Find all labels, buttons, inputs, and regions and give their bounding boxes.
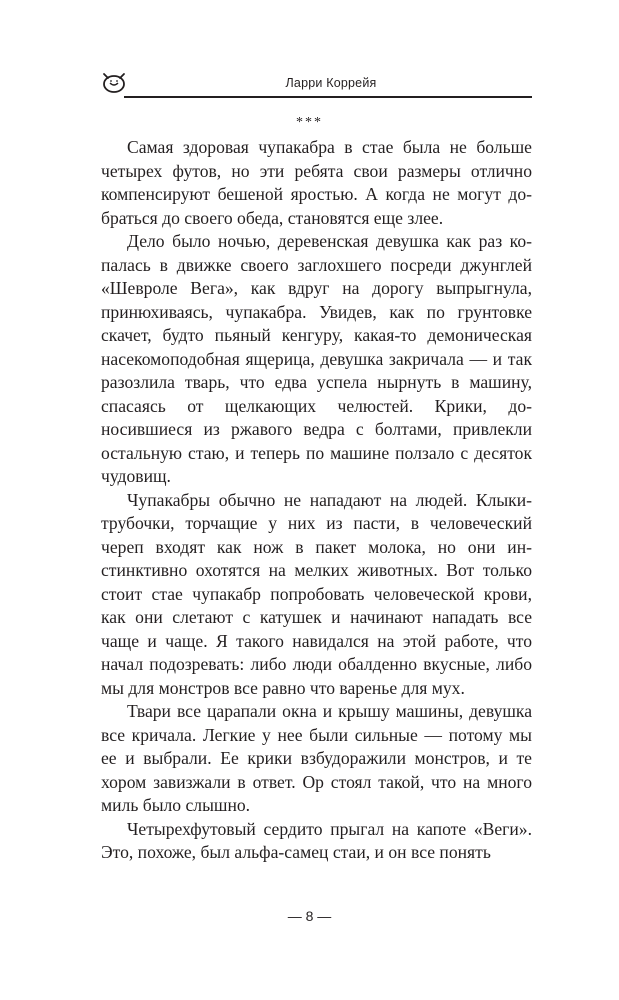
body-text (101, 136, 532, 865)
paragraph-1: Самая здоровая чупакабра в стае была не больше четырех футов, но эти ребята свои размеры отлично компенсируют бешеной яростью. А когда не могут добраться до своего обеда, становятся еще злее. (101, 137, 532, 228)
header-rule (124, 96, 532, 98)
paragraph-4: Твари все царапали окна и крышу машины, девушка все кричала. Легкие у нее были сильные — потому мы ее и выбрали. Ее крики взбудоражили монстров, и те хором завизжали в ответ. Ор стоял такой, что на много миль было слышно. (101, 701, 532, 815)
page-number: — 8 — (287, 908, 332, 924)
running-header (100, 76, 532, 102)
paragraph-5: Четырехфутовый сердито прыгал на капоте «Веги». Это, похоже, был альфа-самец стаи, и он все понять (101, 818, 532, 862)
section-separator: *** (296, 115, 323, 130)
paragraph-3: Чупакабры обычно не нападают на людей. Клыки-трубочки, торчащие у них из пасти, в человеческий череп входят как нож в пакет молока, но они инстинктивно охотятся на мелких животных. Вот только стоит стае чупакабр попробовать человеческой крови, как они слетают с катушек и начинают нападать все чаще и чаще. Я такого навидался на этой работе, что начал подозревать: либо люди обалденно вкусные, либо мы для монстров все равно что варенье для мух. (101, 489, 532, 698)
header-author: Ларри Коррейя (285, 76, 377, 90)
publisher-logo-icon (100, 70, 128, 94)
paragraph-2: Дело было ночью, деревенская девушка как раз копалась в движке своего заглохшего посреди джунглей «Шевроле Вега», как вдруг на дорогу выпрыгнула, принюхиваясь, чупакабра. Увидев, как по грунтовке скачет, будто пьяный кенгуру, какая-то демоническая насекомоподобная ящерица, девушка закричала — и так разозлила тварь, что едва успела нырнуть в машину, спасаясь от щелкающих челюстей. Крики, доносившиеся из ржавого ведра с болтами, привлекли остальную стаю, и теперь по машине ползало с десяток чудовищ. (101, 231, 532, 486)
